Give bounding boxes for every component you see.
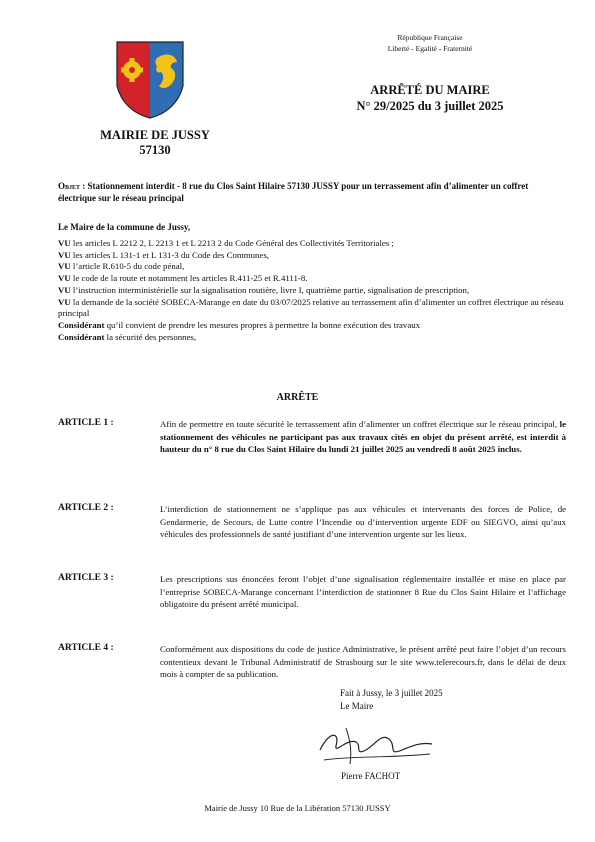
handwritten-signature — [310, 720, 440, 770]
signature-role: Le Maire — [340, 701, 374, 711]
visas-list — [58, 238, 568, 343]
mairie-block — [80, 128, 230, 158]
visa-item: VU l’instruction interministérielle sur la signalisation routière, livre I, quatrième partie, signalisation de prescription, — [58, 284, 470, 295]
coat-of-arms-logo — [115, 40, 185, 120]
visa-item: Considérant qu’il convient de prendre les mesures propres à permettre la bonne exécution des travaux — [58, 319, 421, 330]
arrete-section-title: ARRÊTE — [276, 392, 319, 403]
arrete-number: N° 29/2025 du 3 juillet 2025 — [356, 99, 504, 113]
article-3-label: ARTICLE 3 : — [58, 573, 114, 583]
arrete-header — [340, 82, 520, 114]
mairie-name: MAIRIE DE JUSSY — [100, 128, 210, 142]
devise-line: Liberté - Egalité - Fraternité — [387, 44, 473, 53]
objet-paragraph — [58, 180, 558, 204]
objet-text: Stationnement interdit - 8 rue du Clos Saint Hilaire 57130 JUSSY pour un terrassement afin d’alimenter un coffret électrique sur le réseau principal — [58, 181, 529, 203]
article-4-text: Conformément aux dispositions du code de justice Administrative, le présent arrêté peut faire l’objet d’un recours contentieux devant le Tribunal Administratif de Strasbourg sur le site www.telerecours.fr, dans le délai de deux mois à compter de sa publication. — [160, 644, 566, 679]
visa-item: VU la demande de la société SOBECA-Marange en date du 03/07/2025 relative au terrassement afin d’alimenter un coffret électrique au réseau principal — [58, 296, 564, 319]
maire-intro: Le Maire de la commune de Jussy, — [58, 222, 191, 232]
visa-item: VU le code de la route et notamment les articles R.411-25 et R.4111-8. — [58, 273, 308, 284]
article-3-text: Les prescriptions sus énoncées feront l’objet d’une signalisation réglementaire installée et mise en place par l’entreprise SOBECA-Marange concernant l’interdiction de stationner 8 Rue du Clos Saint Hilaire et l’affichage obligatoire du présent arrêté municipal. — [160, 574, 566, 609]
objet-label: Objet : — [58, 181, 86, 191]
mairie-code: 57130 — [139, 143, 171, 157]
article-2-label: ARTICLE 2 : — [58, 503, 114, 513]
article-2-text: L’interdiction de stationnement ne s’applique pas aux véhicules et intervenants des forces de Police, de Gendarmerie, de Secours, de Lutte contre l’Incendie ou d’intervention urgente EDF ou SIEGVO, ainsi qu’aux véhicules des professionnels de santé justifiant d’une intervention urgente sur les lieux. — [160, 504, 566, 539]
visa-item: VU les articles L 131-1 et L 131-3 du Code des Communes, — [58, 249, 269, 260]
republique-line: République Française — [397, 33, 463, 42]
signature-block — [340, 687, 443, 713]
signature-name: Pierre FACHOT — [341, 771, 401, 781]
article-1-label: ARTICLE 1 : — [58, 418, 114, 428]
article-4-label: ARTICLE 4 : — [58, 643, 114, 653]
page-footer: Mairie de Jussy 10 Rue de la Libération 57130 JUSSY — [204, 803, 391, 813]
visa-item: Considérant la sécurité des personnes, — [58, 331, 197, 342]
article-1-text: Afin de permettre en toute sécurité le terrassement afin d’alimenter un coffret électrique sur le réseau principal, le stationnement des véhicules ne participant pas aux travaux cités en objet du présent arrêté, est interdit à hauteur du n° 8 rue du Clos Saint Hilaire du lundi 21 juillet 2025 au vendredi 8 août 2025 inclus. — [160, 419, 566, 454]
signature-place-date: Fait à Jussy, le 3 juillet 2025 — [340, 688, 443, 698]
republique-header — [360, 32, 500, 54]
visa-item: VU les articles L 2212 2, L 2213 1 et L 2213 2 du Code Général des Collectivités Territoriales ; — [58, 238, 394, 248]
arrete-title: ARRÊTÉ DU MAIRE — [370, 83, 490, 97]
visa-item: VU l’article R.610-5 du code pénal, — [58, 261, 185, 272]
